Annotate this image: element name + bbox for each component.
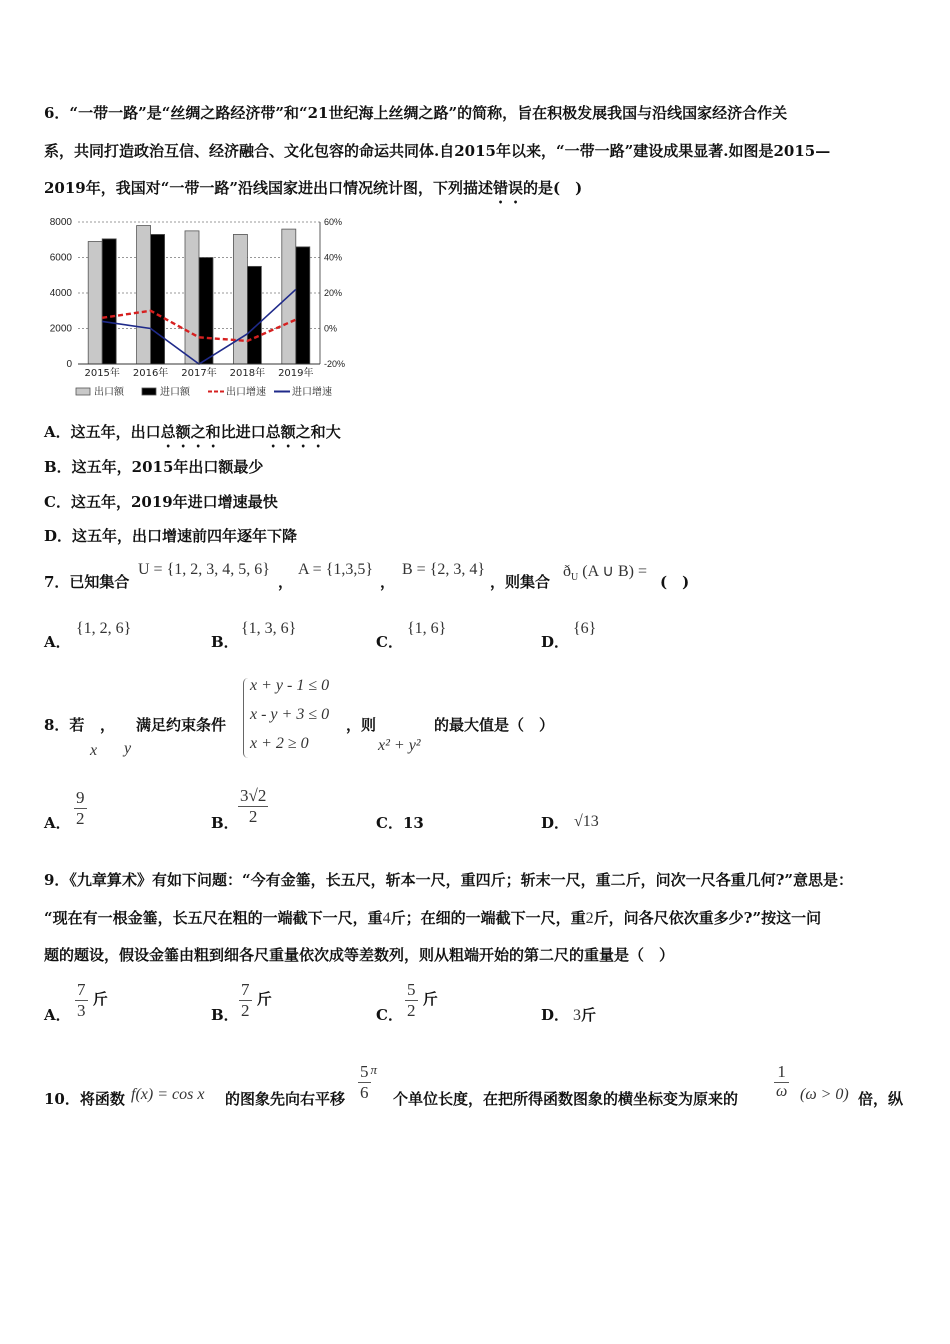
q7-paren: ( ) [660, 573, 690, 591]
q7-option-d-value: {6} [573, 620, 597, 637]
q8-constraint-2: x - y + 3 ≤ 0 [250, 706, 330, 723]
right-tick-label: -20% [324, 359, 346, 369]
q8-target-expr: x² + y² [378, 737, 421, 754]
q8-tail: 的最大值是（ ） [434, 716, 555, 734]
q10-scale-value: $\frac{1}{\omega}$ [776, 1062, 788, 1100]
q8-option-a-label[interactable]: A． [44, 814, 71, 832]
chart-bars [88, 226, 310, 364]
q8-var-y: y [124, 740, 132, 757]
bar-进口额-2015年 [102, 239, 116, 364]
q8-option-d-label[interactable]: D． [541, 814, 570, 832]
q7-option-a-label[interactable]: A． [44, 633, 71, 651]
trade-chart [44, 212, 354, 404]
bar-出口额-2018年 [233, 234, 247, 364]
left-tick-label: 8000 [49, 217, 72, 228]
q8-var-x: x [90, 742, 98, 759]
q8-then: ，则 [346, 716, 377, 734]
q8-comma: ， [100, 716, 116, 734]
q10-function: f(x) = cos x [131, 1086, 205, 1103]
q10-shift-value: $\frac{5}{6}$ π [360, 1062, 378, 1102]
q7-tail: ，则集合 [490, 573, 551, 591]
q7-comma-2: ， [380, 573, 396, 591]
q8-option-c[interactable]: C．13 [376, 814, 424, 832]
q7-option-d-label[interactable]: D． [541, 633, 570, 651]
right-tick-label: 40% [324, 252, 343, 263]
q8-condition-label: 满足约束条件 [136, 716, 227, 734]
right-tick-label: 60% [324, 217, 343, 227]
q9-option-b-label[interactable]: B． [211, 1006, 239, 1024]
x-tick-label: 2017年 [181, 368, 217, 379]
x-tick-label: 2015年 [84, 368, 120, 379]
q8-option-d-value: √13 [574, 813, 599, 830]
q7-stem: 7．已知集合 [44, 573, 130, 591]
q7-option-b-value: {1, 3, 6} [241, 620, 297, 637]
x-tick-label: 2016年 [132, 368, 169, 379]
q7-set-u: U = {1, 2, 3, 4, 5, 6} [138, 561, 270, 578]
emphasis-wrong: 错误 [493, 179, 524, 197]
legend-label-出口额: 出口额 [94, 387, 124, 398]
q9-option-d-value: 3斤 [573, 1006, 597, 1024]
q8-option-b-label[interactable]: B． [211, 814, 239, 832]
q9-option-b-value: $\frac{7}{2}$ 斤 [241, 980, 272, 1020]
q8-option-b-value: $\frac{3√2}{2}$ [240, 786, 267, 826]
left-tick-label: 4000 [49, 288, 72, 299]
q7-complement: $ð_U$ (A ∪ B) = [563, 563, 647, 584]
legend-label-进口增速: 进口增速 [292, 387, 332, 398]
x-tick-label: 2019年 [278, 368, 314, 379]
q9-line1: 9．《九章算术》有如下问题：“今有金箠，长五尺，斩本一尺，重四斤；斩末一尺，重二斤，问次一尺各重几何?”意思是： [44, 871, 853, 889]
q7-set-b: B = {2, 3, 4} [402, 561, 486, 578]
q9-line2: “现在有一根金箠，长五尺在粗的一端截下一尺，重4斤；在细的一端截下一尺，重2斤，问各尺依次重多少?”按这一问 [44, 909, 822, 927]
q7-set-a: A = {1,3,5} [298, 561, 374, 578]
q10-scale-text: 个单位长度，在把所得函数图象的横坐标变为原来的 [393, 1090, 739, 1108]
bar-进口额-2018年 [247, 266, 261, 364]
bar-出口额-2015年 [88, 242, 102, 364]
q7-option-c-value: {1, 6} [407, 620, 447, 637]
q6-option-b[interactable]: B．这五年，2015年出口额最少 [44, 458, 264, 476]
q9-line3: 题的题设，假设金箠由粗到细各尺重量依次成等差数列，则从粗端开始的第二尺的重量是（ ） [44, 946, 675, 964]
q8-constraint-brace [243, 678, 248, 758]
left-tick-label: 0 [66, 359, 72, 370]
bar-进口额-2019年 [296, 247, 310, 364]
q10-shift-text: 的图象先向右平移 [225, 1090, 346, 1108]
bar-出口额-2017年 [185, 231, 199, 364]
q9-option-d-label[interactable]: D． [541, 1006, 570, 1024]
q6-line3: 2019年，我国对“一带一路”沿线国家进出口情况统计图，下列描述错误的是( ) [44, 179, 583, 197]
q6-option-d[interactable]: D．这五年，出口增速前四年逐年下降 [44, 527, 298, 545]
q9-option-c-value: $\frac{5}{2}$ 斤 [407, 980, 438, 1020]
q10-tail: 倍，纵 [858, 1090, 904, 1108]
q7-comma-1: ， [278, 573, 294, 591]
q8-option-a-value: $\frac{9}{2}$ [76, 788, 85, 828]
q7-option-c-label[interactable]: C． [376, 633, 403, 651]
chart-legend [76, 385, 332, 398]
q8-constraint-3: x + 2 ≥ 0 [250, 735, 309, 752]
q6-line1: 6．“一带一路”是“丝绸之路经济带”和“21世纪海上丝绸之路”的简称，旨在积极发展我国与沿线国家经济合作关 [44, 104, 788, 122]
q7-option-b-label[interactable]: B． [211, 633, 239, 651]
x-tick-label: 2018年 [229, 368, 266, 379]
q9-option-c-label[interactable]: C． [376, 1006, 403, 1024]
bar-进口额-2017年 [199, 258, 213, 365]
q6-option-c[interactable]: C．这五年，2019年进口增速最快 [44, 493, 278, 511]
legend-swatch-出口额 [76, 388, 90, 395]
q6-line2: 系，共同打造政治互信、经济融合、文化包容的命运共同体.自2015年以来，“一带一路”建设成果显著.如图是2015— [44, 142, 831, 160]
bar-出口额-2016年 [137, 226, 151, 364]
q10-omega-condition: (ω > 0) [800, 1086, 849, 1103]
left-tick-label: 6000 [49, 252, 72, 264]
right-tick-label: 20% [324, 288, 343, 298]
right-tick-label: 0% [324, 323, 338, 334]
q10-stem: 10．将函数 [44, 1090, 125, 1108]
q8-constraint-1: x + y - 1 ≤ 0 [250, 677, 330, 694]
legend-label-进口额: 进口额 [160, 387, 190, 398]
q7-option-a-value: {1, 2, 6} [76, 620, 132, 637]
q9-option-a-label[interactable]: A． [44, 1006, 71, 1024]
legend-label-出口增速: 出口增速 [226, 387, 266, 398]
legend-swatch-进口额 [142, 388, 156, 395]
q6-option-a[interactable]: A．这五年，出口总额之和比进口总额之和大 [44, 423, 341, 441]
bar-进口额-2016年 [151, 234, 165, 364]
q9-option-a-value: $\frac{7}{3}$ 斤 [77, 980, 108, 1020]
q8-stem: 8．若 [44, 716, 85, 734]
left-tick-label: 2000 [49, 323, 72, 335]
